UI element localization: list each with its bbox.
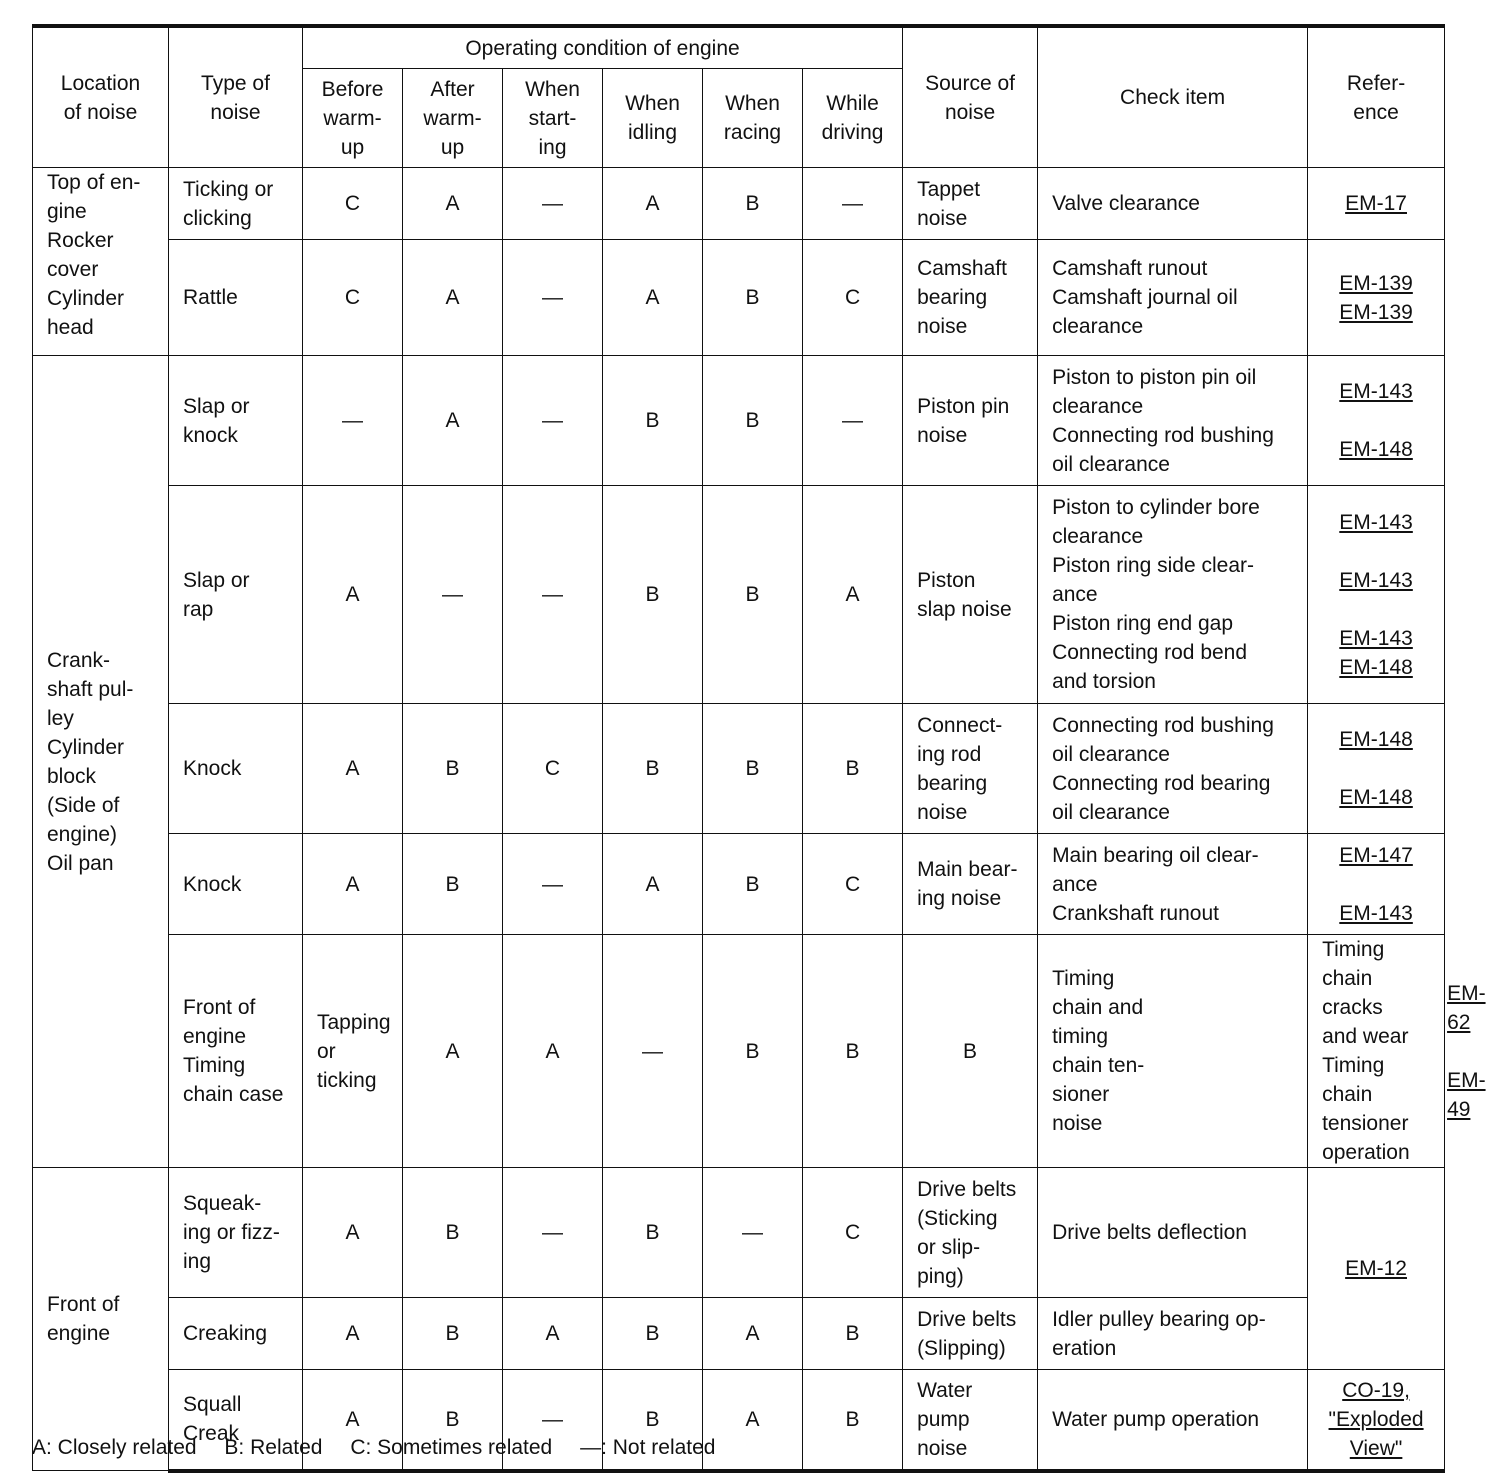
type-cell: Knock (169, 704, 303, 834)
condition-cell: B (703, 935, 803, 1168)
condition-cell: B (403, 1370, 503, 1471)
check-item-cell: Timing chain cracks and wear Timing chain tensioner operation (1308, 935, 1445, 1168)
condition-cell: B (703, 168, 803, 240)
reference-cell (1308, 486, 1445, 704)
type-cell: Slap or rap (169, 486, 303, 704)
header-reference: Refer- ence (1308, 26, 1445, 168)
condition-cell: — (503, 486, 603, 704)
condition-cell: B (803, 1370, 903, 1471)
table-row (33, 240, 1445, 356)
reference-link[interactable]: EM-139 EM-139 (1339, 271, 1413, 324)
source-cell: Drive belts (Sticking or slip- ping) (903, 1168, 1038, 1298)
legend-not-related: —: Not related (580, 1436, 716, 1459)
location-cell: Top of en- gine Rocker cover Cylinder head (33, 168, 169, 356)
type-cell: Knock (169, 834, 303, 935)
header-check-item: Check item (1038, 26, 1308, 168)
header-when-racing: When racing (703, 69, 803, 168)
source-cell: Timing chain and timing chain ten- sioner noise (1038, 935, 1308, 1168)
condition-cell: — (603, 935, 703, 1168)
legend-related: B: Related (224, 1436, 323, 1459)
reference-cell (1308, 168, 1445, 240)
condition-cell: A (503, 1298, 603, 1370)
condition-cell: B (603, 486, 703, 704)
condition-cell: B (403, 1168, 503, 1298)
condition-cell: B (403, 834, 503, 935)
engine-noise-table (32, 24, 1486, 1473)
condition-cell: C (303, 168, 403, 240)
table-row (33, 834, 1445, 935)
type-cell: Creaking (169, 1298, 303, 1370)
reference-cell (1308, 356, 1445, 486)
check-item-cell: Drive belts deflection (1038, 1168, 1308, 1298)
header-operating-condition: Operating condition of engine (303, 26, 903, 69)
condition-cell: — (503, 1168, 603, 1298)
reference-link[interactable]: EM-17 (1345, 192, 1407, 215)
check-item-cell: Idler pulley bearing op- eration (1038, 1298, 1308, 1370)
type-cell: Ticking or clicking (169, 168, 303, 240)
condition-cell: A (403, 240, 503, 356)
table-row (33, 168, 1445, 240)
legend-sometimes-related: C: Sometimes related (350, 1436, 553, 1459)
check-item-cell: Piston to cylinder bore clearance Piston ring side clear- ance Piston ring end gap Connecting rod bend and torsion (1038, 486, 1308, 704)
table-row (33, 1298, 1445, 1370)
condition-cell: — (303, 356, 403, 486)
type-cell: Squall Creak (169, 1370, 303, 1471)
check-item-cell: Valve clearance (1038, 168, 1308, 240)
legend (32, 1436, 738, 1460)
condition-cell: B (903, 935, 1038, 1168)
source-cell: Piston pin noise (903, 356, 1038, 486)
condition-cell: A (303, 1298, 403, 1370)
condition-cell: B (803, 704, 903, 834)
condition-cell: B (703, 704, 803, 834)
condition-cell: — (703, 1168, 803, 1298)
condition-cell: A (403, 168, 503, 240)
condition-cell: — (403, 486, 503, 704)
table-row (33, 356, 1445, 486)
source-cell: Tappet noise (903, 168, 1038, 240)
table-row (33, 704, 1445, 834)
condition-cell: — (503, 168, 603, 240)
condition-cell: A (403, 356, 503, 486)
condition-cell: A (603, 834, 703, 935)
condition-cell: — (803, 356, 903, 486)
check-item-cell: Main bearing oil clear- ance Crankshaft runout (1038, 834, 1308, 935)
source-cell: Connect- ing rod bearing noise (903, 704, 1038, 834)
header-after-warmup: After warm- up (403, 69, 503, 168)
location-cell: Front of engine (33, 1168, 169, 1471)
condition-cell: C (803, 1168, 903, 1298)
condition-cell: A (703, 1298, 803, 1370)
table-row (33, 486, 1445, 704)
source-cell: Piston slap noise (903, 486, 1038, 704)
header-when-idling: When idling (603, 69, 703, 168)
condition-cell: A (303, 834, 403, 935)
check-item-cell: Piston to piston pin oil clearance Connecting rod bushing oil clearance (1038, 356, 1308, 486)
condition-cell: B (603, 1298, 703, 1370)
condition-cell: — (803, 168, 903, 240)
condition-cell: B (603, 356, 703, 486)
condition-cell: A (503, 935, 603, 1168)
table-row (33, 935, 1445, 1168)
check-item-cell: Camshaft runout Camshaft journal oil clearance (1038, 240, 1308, 356)
condition-cell: — (503, 356, 603, 486)
condition-cell: C (503, 704, 603, 834)
type-cell: Tapping or ticking (303, 935, 403, 1168)
location-cell: Front of engine Timing chain case (169, 935, 303, 1168)
reference-link[interactable]: CO-19, "Exploded View" (1328, 1378, 1424, 1460)
reference-cell (1308, 834, 1445, 935)
condition-cell: — (503, 240, 603, 356)
source-cell: Water pump noise (903, 1370, 1038, 1471)
condition-cell: A (303, 704, 403, 834)
type-cell: Slap or knock (169, 356, 303, 486)
condition-cell: B (603, 704, 703, 834)
type-cell: Rattle (169, 240, 303, 356)
condition-cell: B (403, 1298, 503, 1370)
condition-cell: B (703, 834, 803, 935)
check-item-cell: Connecting rod bushing oil clearance Connecting rod bearing oil clearance (1038, 704, 1308, 834)
header-location: Location of noise (33, 26, 169, 168)
condition-cell: B (403, 704, 503, 834)
reference-link[interactable]: EM-12 (1345, 1257, 1407, 1280)
condition-cell: A (303, 486, 403, 704)
source-cell: Camshaft bearing noise (903, 240, 1038, 356)
header-while-driving: While driving (803, 69, 903, 168)
condition-cell: B (603, 1168, 703, 1298)
type-cell: Squeak- ing or fizz- ing (169, 1168, 303, 1298)
condition-cell: — (503, 1370, 603, 1471)
reference-cell (1308, 240, 1445, 356)
condition-cell: — (503, 834, 603, 935)
location-cell: Crank- shaft pul- ley Cylinder block (Side of engine) Oil pan (33, 356, 169, 1168)
condition-cell: B (603, 1370, 703, 1471)
reference-link[interactable]: EM-148 EM-148 (1339, 728, 1413, 809)
condition-cell: B (803, 935, 903, 1168)
reference-cell (1308, 1370, 1445, 1471)
condition-cell: B (703, 356, 803, 486)
condition-cell: A (303, 1168, 403, 1298)
condition-cell: B (703, 486, 803, 704)
condition-cell: B (703, 240, 803, 356)
condition-cell: C (803, 834, 903, 935)
header-before-warmup: Before warm- up (303, 69, 403, 168)
condition-cell: C (303, 240, 403, 356)
table-row (33, 1168, 1445, 1298)
condition-cell: A (303, 1370, 403, 1471)
condition-cell: B (803, 1298, 903, 1370)
condition-cell: A (703, 1370, 803, 1471)
reference-link[interactable]: EM-62 EM-49 (1447, 981, 1486, 1121)
condition-cell: A (603, 240, 703, 356)
reference-link[interactable]: EM-143 EM-143 EM-143 EM-148 (1339, 510, 1413, 679)
reference-link[interactable]: EM-147 EM-143 (1339, 843, 1413, 925)
condition-cell: C (803, 240, 903, 356)
header-source: Source of noise (903, 26, 1038, 168)
condition-cell: A (403, 935, 503, 1168)
header-when-starting: When start- ing (503, 69, 603, 168)
header-type: Type of noise (169, 26, 303, 168)
source-cell: Drive belts (Slipping) (903, 1298, 1038, 1370)
condition-cell: A (803, 486, 903, 704)
source-cell: Main bear- ing noise (903, 834, 1038, 935)
condition-cell: A (603, 168, 703, 240)
reference-cell (1308, 1168, 1445, 1370)
check-item-cell: Water pump operation (1038, 1370, 1308, 1471)
reference-link[interactable]: EM-143 EM-148 (1339, 380, 1413, 461)
reference-cell (1308, 704, 1445, 834)
legend-closely-related: A: Closely related (32, 1436, 197, 1459)
